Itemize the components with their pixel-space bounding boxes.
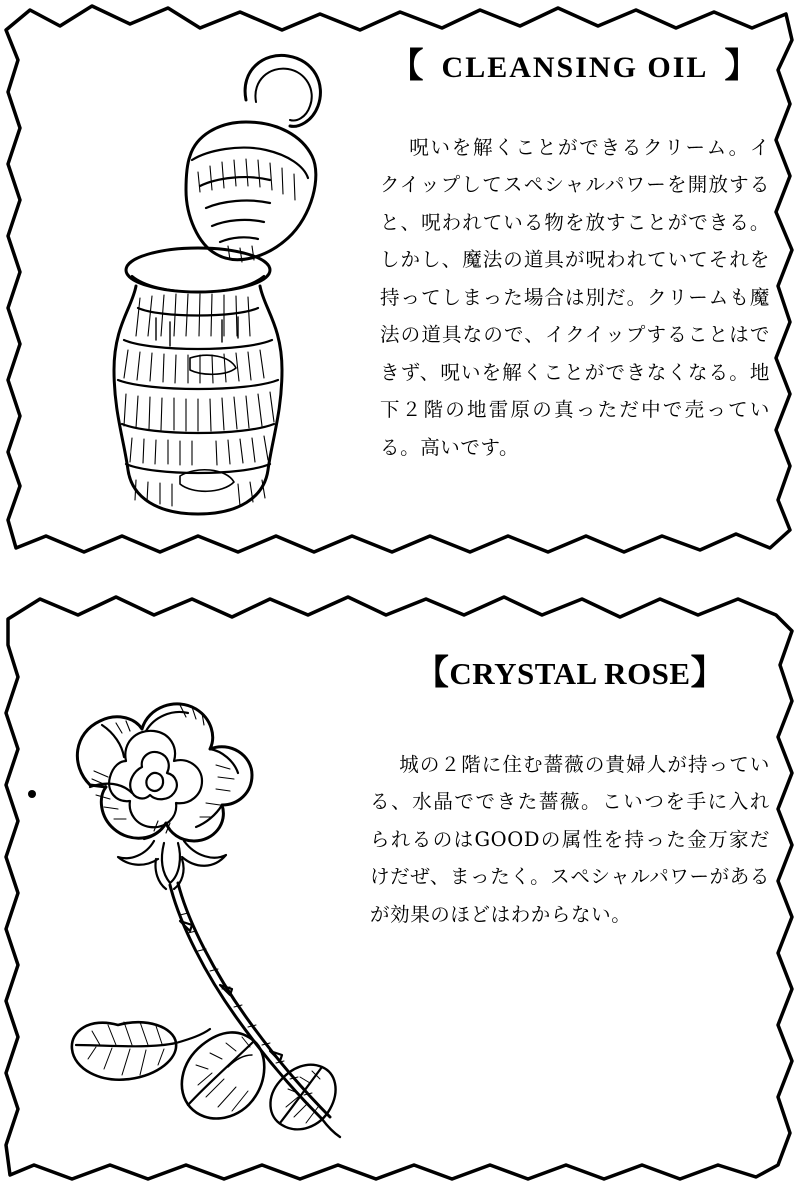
bracket-close-icon: 】: [724, 46, 761, 86]
entry-text-block: [370, 645, 770, 953]
bracket-open-icon: 【: [389, 46, 426, 86]
entry-text-block: [380, 38, 770, 485]
open-jar-of-cream-icon: [40, 40, 360, 530]
entry-title-label: CRYSTAL ROSE: [449, 656, 691, 691]
crystal-rose-flower-icon: [30, 645, 370, 1155]
entry-title: [370, 645, 770, 694]
entry-description: 呪いを解くことができるクリーム。イクイップしてスペシャルパワーを開放すると、呪われている物を放すことができる。しかし、魔法の道具が呪われていてそれを持ってしまった場合は別だ。クリームも魔法の道具なので、イクイップすることはできず、呪いを解くことができなくなる。地下２階の地雷原の真っただ中で売っている。高いです。: [380, 136, 770, 459]
bracket-close-icon: 】: [690, 653, 726, 693]
entry-title: [380, 38, 770, 87]
entry-title-label: CLEANSING OIL: [441, 51, 709, 84]
bracket-open-icon: 【: [414, 653, 450, 693]
catalog-entry-cleansing-oil: [0, 0, 800, 570]
entry-description: 城の２階に住む薔薇の貴婦人が持っている、水晶でできた薔薇。こいつを手に入れられるのはGOODの属性を持った金万家だけだぜ、まったく。スペシャルパワーがあるが効果のほどはわからない。: [370, 753, 770, 926]
catalog-entry-crystal-rose: [0, 585, 800, 1185]
